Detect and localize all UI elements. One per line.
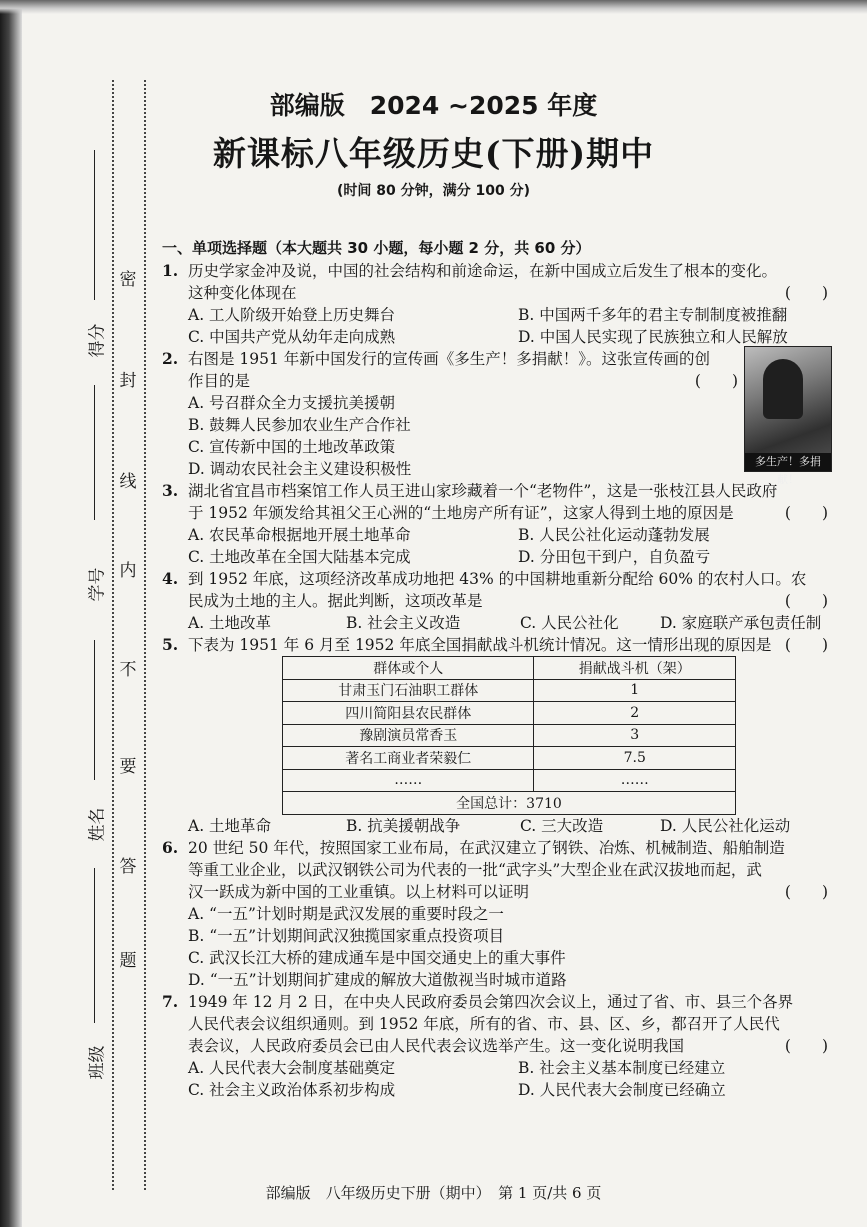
table-total-row [283, 792, 736, 815]
poster-caption: 多生产！多捐献！ [745, 453, 831, 471]
table-header: 捐献战斗机（架） [534, 657, 736, 680]
option-b: B. “一五”计划期间武汉独揽国家重点投资项目 [188, 926, 505, 945]
student-id-label: 学号 [87, 567, 108, 602]
question-area [162, 236, 832, 1101]
option-row [162, 326, 832, 348]
answer-blank: ( ) [784, 284, 828, 302]
question-1 [162, 260, 832, 282]
table-cell: 1 [534, 679, 736, 702]
question-number: 6. [162, 837, 179, 857]
option-d: D. 人民代表大会制度已经确立 [518, 1080, 726, 1099]
question-2 [162, 348, 832, 370]
question-stem: 作目的是 [188, 372, 251, 390]
question-stem: 右图是 1951 年新中国发行的宣传画《多生产！多捐献！》。这张宣传画的创 [188, 350, 711, 368]
seal-char: 封 [119, 371, 137, 391]
option-b: B. 社会主义基本制度已经建立 [518, 1058, 726, 1077]
question-number: 3. [162, 481, 179, 500]
seal-char: 题 [119, 951, 137, 971]
option-c: C. 中国共产党从幼年走向成熟 [188, 328, 396, 346]
question-stem: 下表为 1951 年 6 月至 1952 年底全国捐献战斗机统计情况。这一情形出现的原因是 [188, 636, 772, 654]
binding-dotted-line-right [144, 80, 146, 1190]
option-b: B. 中国两千多年的君主专制制度被推翻 [518, 306, 788, 324]
question-stem: 等重工业企业，以武汉钢铁公司为代表的一批“武字头”大型企业在武汉拔地而起，武 [188, 860, 762, 879]
table-cell: …… [534, 769, 736, 792]
option-a: A. “一五”计划时期是武汉发展的重要时段之一 [188, 904, 504, 923]
option-b: B. 社会主义改造 [346, 614, 461, 632]
table-row [283, 702, 736, 725]
answer-blank: ( ) [694, 372, 738, 390]
option-c: C. 社会主义政治体系初步构成 [188, 1080, 396, 1099]
option-d: D. 家庭联产承包责任制 [660, 614, 822, 632]
question-stem: 这种变化体现在 [188, 284, 297, 302]
question-number: 1. [162, 261, 179, 280]
question-stem-line [162, 881, 832, 903]
option-d: D. “一五”计划期间扩建成的解放大道傲视当时城市道路 [188, 970, 567, 989]
option-c: C. 宣传新中国的土地改革政策 [188, 438, 396, 456]
table-header: 群体或个人 [283, 657, 534, 680]
question-stem-line [162, 370, 832, 392]
option-d: D. 调动农民社会主义建设积极性 [188, 460, 412, 478]
option-a: A. 土地改革 [188, 614, 272, 632]
question-stem: 到 1952 年底，这项经济改革成功地把 43% 的中国耕地重新分配给 60% 的农村人口。农 [188, 570, 807, 588]
table-cell: 3 [534, 724, 736, 747]
question-stem-line [162, 1035, 832, 1057]
option-row [162, 612, 832, 634]
question-stem: 民成为土地的主人。据此判断，这项改革是 [188, 592, 483, 610]
option-row [162, 1079, 832, 1101]
seal-char: 不 [119, 660, 137, 680]
table-row [283, 724, 736, 747]
question-number: 5. [162, 635, 179, 654]
name-blank [94, 868, 95, 1023]
table-header-row [283, 657, 736, 680]
option-b: B. 人民公社化运动蓬勃发展 [518, 526, 710, 544]
option-a: A. 农民革命根据地开展土地革命 [188, 526, 411, 544]
table-row [283, 747, 736, 770]
question-stem: 1949 年 12 月 2 日，在中央人民政府委员会第四次会议上，通过了省、市、县三个各界 [188, 992, 794, 1011]
option-row [162, 815, 832, 837]
option-d: D. 中国人民实现了民族独立和人民解放 [518, 328, 788, 346]
seal-char: 密 [119, 270, 137, 290]
option-row [162, 304, 832, 326]
question-3 [162, 480, 832, 502]
option-a: A. 人民代表大会制度基础奠定 [188, 1058, 396, 1077]
score-blank-2 [94, 385, 95, 520]
score-label: 得分 [87, 323, 108, 358]
option-a: A. 土地革命 [188, 816, 272, 835]
seal-char: 内 [119, 561, 137, 581]
fighter-donation-table [282, 656, 736, 815]
option-c: C. 武汉长江大桥的建成通车是中国交通史上的重大事件 [188, 948, 566, 967]
question-stem: 汉一跃成为新中国的工业重镇。以上材料可以证明 [188, 882, 530, 901]
table-row [283, 769, 736, 792]
option-row [162, 524, 832, 546]
question-stem: 于 1952 年颁发给其祖父王心洲的“土地房产所有证”，这家人得到土地的原因是 [188, 504, 734, 522]
option-c: C. 三大改造 [520, 816, 604, 835]
option-c: C. 人民公社化 [520, 614, 619, 632]
question-stem: 湖北省宜昌市档案馆工作人员王进山家珍藏着一个“老物件”，这是一张枝江县人民政府 [188, 482, 778, 500]
seal-char: 要 [119, 757, 137, 777]
option-c: C. 土地改革在全国大陆基本完成 [188, 548, 411, 566]
page-footer: 部编版 八年级历史下册（期中） 第 1 页/共 6 页 [265, 1184, 602, 1202]
edition-title: 部编版 2024 ~2025 年度 [269, 91, 598, 120]
question-5 [162, 634, 832, 656]
binding-dotted-line-left [112, 80, 114, 1190]
answer-blank: ( ) [784, 1036, 828, 1055]
table-cell: 著名工商业者荣毅仁 [283, 747, 534, 770]
question-stem: 20 世纪 50 年代，按照国家工业布局，在武汉建立了钢铁、冶炼、机械制造、船舶制造 [188, 838, 785, 857]
student-id-blank [94, 640, 95, 780]
table-cell: 7.5 [534, 747, 736, 770]
question-6 [162, 837, 832, 859]
answer-blank: ( ) [784, 882, 828, 901]
question-stem: 人民代表会议组织通则。到 1952 年底，所有的省、市、县、区、乡，都召开了人民代 [188, 1014, 780, 1033]
question-number: 2. [162, 349, 179, 368]
question-4 [162, 568, 832, 590]
answer-blank: ( ) [784, 504, 828, 522]
option-b: B. 抗美援朝战争 [346, 816, 461, 835]
option-a: A. 号召群众全力支援抗美援朝 [188, 394, 396, 412]
question-7 [162, 991, 832, 1013]
table-cell: 甘肃玉门石油职工群体 [283, 679, 534, 702]
table-cell: 四川简阳县农民群体 [283, 702, 534, 725]
option-d: D. 分田包干到户，自负盈亏 [518, 548, 711, 566]
option-row [162, 1057, 832, 1079]
question-stem-line [162, 502, 832, 524]
class-label: 班级 [87, 1045, 108, 1080]
option-d: D. 人民公社化运动 [660, 816, 791, 835]
option-b: B. 鼓舞人民参加农业生产合作社 [188, 416, 411, 434]
question-stem: 历史学家金冲及说，中国的社会结构和前途命运，在新中国成立后发生了根本的变化。 [188, 262, 778, 280]
table-cell: …… [283, 769, 534, 792]
question-number: 7. [162, 991, 179, 1011]
table-row [283, 679, 736, 702]
scan-top-edge [0, 0, 867, 14]
table-cell: 2 [534, 702, 736, 725]
option-a: A. 工人阶级开始登上历史舞台 [188, 306, 396, 324]
question-stem-line [162, 282, 832, 304]
question-stem: 表会议，人民政府委员会已由人民代表会议选举产生。这一变化说明我国 [188, 1036, 685, 1055]
question-stem-line [162, 590, 832, 612]
section-heading: 一、单项选择题（本大题共 30 小题，每小题 2 分，共 60 分） [162, 239, 591, 257]
seal-char: 答 [119, 857, 137, 877]
exam-title: 新课标八年级历史(下册)期中 [212, 134, 655, 173]
table-cell: 豫剧演员常香玉 [283, 724, 534, 747]
table-total: 全国总计：3710 [283, 792, 736, 815]
option-row [162, 546, 832, 568]
answer-blank: ( ) [784, 636, 828, 654]
question-number: 4. [162, 569, 179, 588]
answer-blank: ( ) [784, 592, 828, 610]
name-label: 姓名 [87, 807, 108, 842]
exam-time-info: (时间 80 分钟，满分 100 分) [337, 183, 530, 199]
seal-char: 线 [119, 472, 137, 492]
